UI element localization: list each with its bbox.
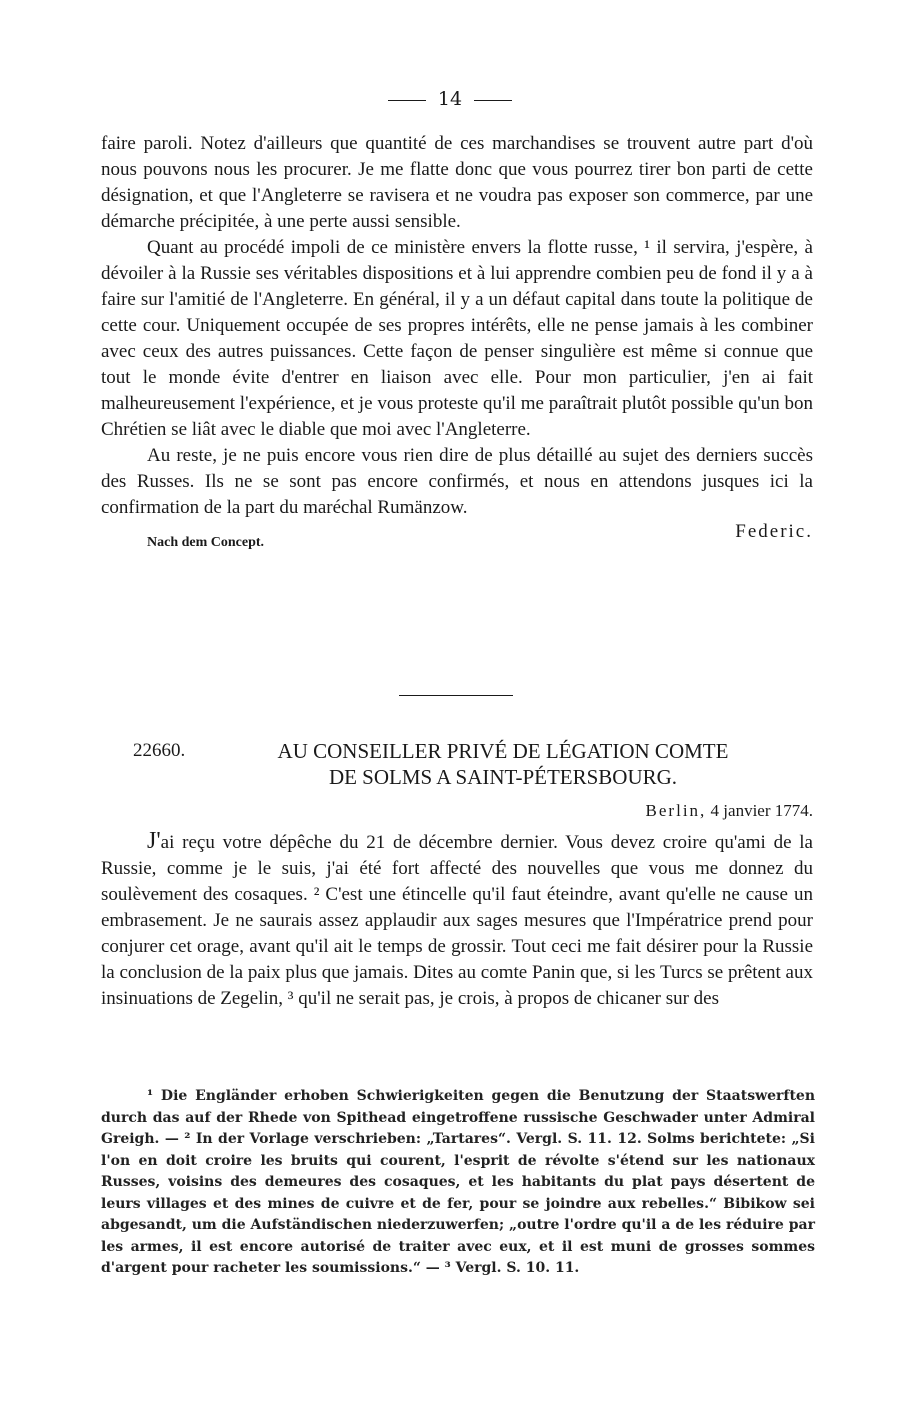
signature-row: [101, 521, 813, 561]
paragraph: faire paroli. Notez d'ailleurs que quantité de ces marchandises se trouvent autre part d'où nous pouvons nous les procurer. Je me flatte donc que vous pourrez tirer bon parti de cette désignation, et que l'Angleterre se ravisera et ne voudra pas exposer son commerce, par une démarche précipitée, à une perte aussi sensible.: [101, 133, 813, 232]
paragraph: Quant au procédé impoli de ce ministère envers la flotte russe, ¹ il servira, j'espère, à dévoiler à la Russie ses véritables dispositions et à lui apprendre combien peu de fond il y a à faire sur l'amitié de l'Angleterre. En général, il y a un défaut capital dans toute la politique de cette cour. Uniquement occupée de ses propres intérêts, elle ne pense jamais à les combiner avec ceux des autres puissances. Cette façon de penser singulière est même si connue que tout le monde évite d'entrer en liaison avec elle. Pour mon particulier, j'en ai fait malheureusement l'expérience, et je vous proteste qu'il me paraîtrait plutôt possible qu'un bon Chrétien se liât avec le diable que moi avec l'Angleterre.: [101, 237, 813, 440]
document-title-line1: AU CONSEILLER PRIVÉ DE LÉGATION COMTE: [277, 739, 729, 763]
continuation-text: [101, 131, 813, 561]
page-number-dash-left: [388, 100, 426, 101]
date: 4 janvier 1774.: [710, 801, 813, 820]
signature: Federic.: [735, 521, 813, 542]
document-title-line2: DE SOLMS A SAINT-PÉTERSBOURG.: [328, 765, 678, 789]
page-number: [0, 87, 900, 111]
page-number-text: 14: [437, 88, 463, 110]
source-note: Nach dem Concept.: [147, 535, 265, 550]
letter-text: [101, 828, 813, 1012]
document-header: [133, 738, 813, 790]
page-number-dash-right: [474, 100, 512, 101]
paragraph: J'ai reçu votre dépêche du 21 de décembre dernier. Vous devez croire qu'ami de la Russie, comme je le suis, j'ai été fort affecté des nouvelles que vous me donnez du soulèvement des cosaques. ² C'est une étincelle qu'il faut éteindre, avant qu'elle ne cause un embrasement. Je ne saurais assez applaudir aux sages mesures que l'Impératrice prend pour conjurer cet orage, avant qu'il ait le temps de grossir. Tout ceci me fait désirer pour la Russie la conclusion de la paix plus que jamais. Dites au comte Panin que, si les Turcs se prêtent aux insinuations de Zegelin, ³ qu'il ne serait pas, je crois, à propos de chicaner sur des: [101, 828, 813, 1009]
dateline: [646, 800, 813, 822]
paragraph: Au reste, je ne puis encore vous rien dire de plus détaillé au sujet des derniers succès des Russes. Ils ne se sont pas encore confirmés, et nous en attendons jusques ici la confirmation de la part du maréchal Rumänzow.: [101, 445, 813, 518]
date-place: Berlin,: [645, 801, 707, 820]
footnote-text: ¹ Die Engländer erhoben Schwierigkeiten gegen die Benutzung der Staatswerften durch das auf der Rhede von Spithead eingetroffene russische Geschwader unter Admiral Greigh. — ² In der Vorlage verschrieben: „Tartares“. Vergl. S. 11. 12. Solms berichtete: „Si l'on en doit croire les bruits qui courent, l'esprit de révolte s'étend sur les nationaux Russes, voisins des demeures des cosaques, et les habitants du plat pays désertent de leurs villages et des mines de cuivre et de fer, pour se joindre aux rebelles.“ Bibikow sei abgesandt, um die Aufständischen niederzuwerfen; „outre l'ordre qu'il a de les réduire par les armes, il est encore autorisé de traiter avec eux, et il est muni de grosses sommes d'argent pour racheter les soumissions.“ — ³ Vergl. S. 10. 11.: [101, 1088, 815, 1276]
section-divider: [399, 695, 513, 696]
document-number: 22660.: [133, 740, 186, 761]
footnotes: [101, 1086, 815, 1280]
